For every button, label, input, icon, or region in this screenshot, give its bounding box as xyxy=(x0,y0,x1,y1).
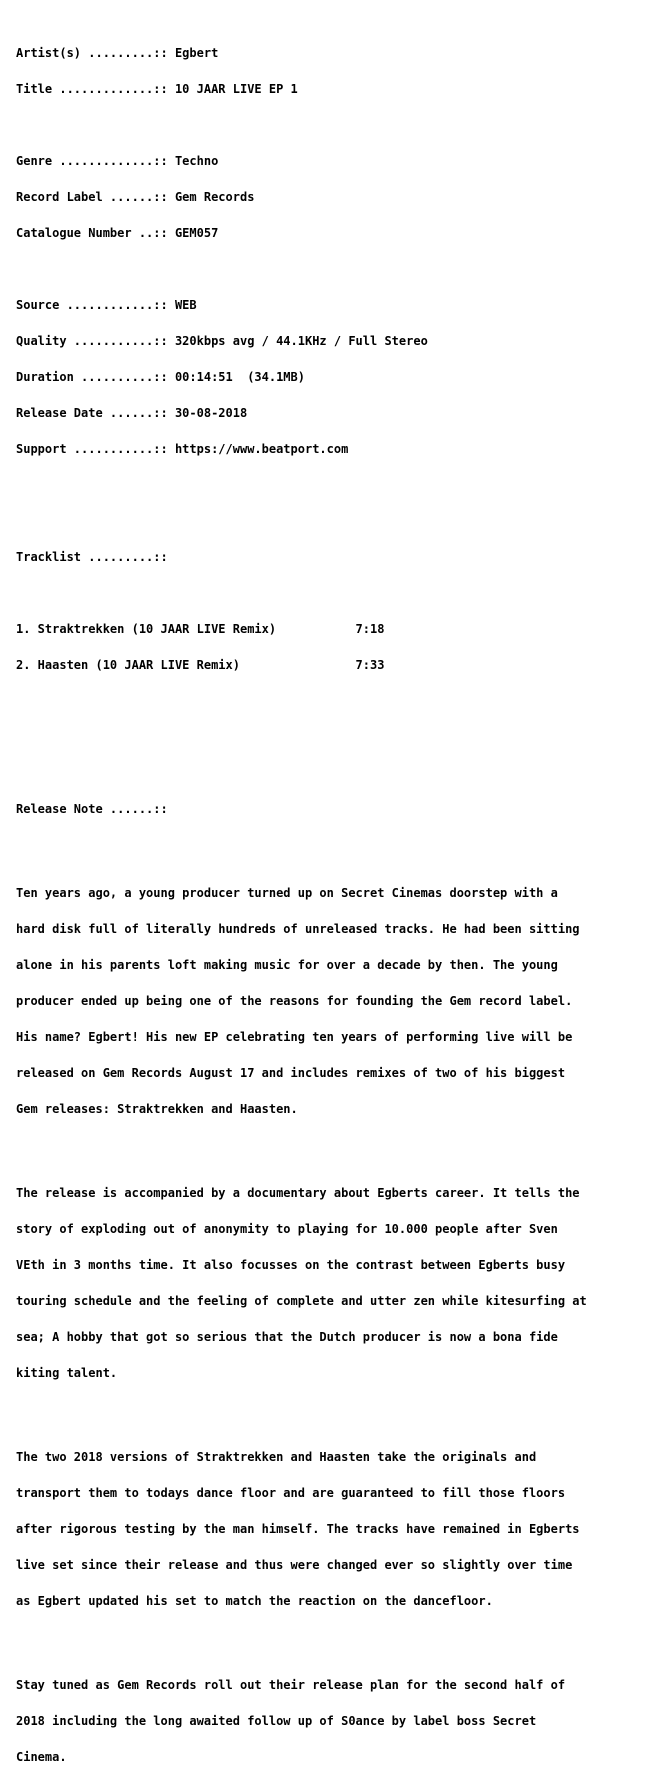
catalogue-number-line: Catalogue Number ..:: GEM057 xyxy=(16,226,219,240)
release-info-document xyxy=(16,23,652,1775)
tracklist-heading: Tracklist .........:: xyxy=(16,550,168,564)
spacer xyxy=(16,1403,652,1415)
release-date-line: Release Date ......:: 30-08-2018 xyxy=(16,406,248,420)
genre-line: Genre .............:: Techno xyxy=(16,154,219,168)
spacer xyxy=(16,1139,652,1151)
release-note-line: 2018 including the long awaited follow up of S0ance by label boss Secret xyxy=(16,1714,537,1728)
release-note-line: after rigorous testing by the man himself. The tracks have remained in Egberts xyxy=(16,1522,580,1536)
spacer xyxy=(16,1631,652,1643)
release-note-line: as Egbert updated his set to match the reaction on the dancefloor. xyxy=(16,1594,493,1608)
quality-line: Quality ...........:: 320kbps avg / 44.1KHz / Full Stereo xyxy=(16,334,428,348)
release-note-line: producer ended up being one of the reasons for founding the Gem record label. xyxy=(16,994,573,1008)
release-note-line: The release is accompanied by a documentary about Egberts career. It tells the xyxy=(16,1186,580,1200)
spacer xyxy=(16,587,652,599)
release-note-line: live set since their release and thus were changed ever so slightly over time xyxy=(16,1558,573,1572)
release-note-line: Cinema. xyxy=(16,1750,67,1764)
record-label-line: Record Label ......:: Gem Records xyxy=(16,190,255,204)
spacer xyxy=(16,767,652,779)
release-note-line: alone in his parents loft making music for over a decade by then. The young xyxy=(16,958,558,972)
spacer xyxy=(16,731,652,743)
release-note-line: Stay tuned as Gem Records roll out their release plan for the second half of xyxy=(16,1678,566,1692)
support-line: Support ...........:: https://www.beatport.com xyxy=(16,442,349,456)
release-note-line: Ten years ago, a young producer turned up on Secret Cinemas doorstep with a xyxy=(16,886,558,900)
release-note-line: His name? Egbert! His new EP celebrating ten years of performing live will be xyxy=(16,1030,573,1044)
artist-line: Artist(s) .........:: Egbert xyxy=(16,46,219,60)
spacer xyxy=(16,119,652,131)
spacer xyxy=(16,263,652,275)
duration-line: Duration ..........:: 00:14:51 (34.1MB) xyxy=(16,370,305,384)
spacer xyxy=(16,479,652,491)
spacer xyxy=(16,695,652,707)
release-note-line: kiting talent. xyxy=(16,1366,118,1380)
release-note-line: touring schedule and the feeling of complete and utter zen while kitesurfing at xyxy=(16,1294,587,1308)
release-note-line: story of exploding out of anonymity to playing for 10.000 people after Sven xyxy=(16,1222,558,1236)
release-note-line: hard disk full of literally hundreds of unreleased tracks. He had been sitting xyxy=(16,922,580,936)
spacer xyxy=(16,515,652,527)
release-note-line: transport them to todays dance floor and are guaranteed to fill those floors xyxy=(16,1486,566,1500)
release-note-line: released on Gem Records August 17 and includes remixes of two of his biggest xyxy=(16,1066,566,1080)
release-note-line: VEth in 3 months time. It also focusses on the contrast between Egberts busy xyxy=(16,1258,566,1272)
release-note-heading: Release Note ......:: xyxy=(16,802,168,816)
track-item: 2. Haasten (10 JAAR LIVE Remix) 7:33 xyxy=(16,658,385,672)
release-note-line: The two 2018 versions of Straktrekken and Haasten take the originals and xyxy=(16,1450,537,1464)
release-note-line: Gem releases: Straktrekken and Haasten. xyxy=(16,1102,298,1116)
source-line: Source ............:: WEB xyxy=(16,298,197,312)
title-line: Title .............:: 10 JAAR LIVE EP 1 xyxy=(16,82,298,96)
release-note-line: sea; A hobby that got so serious that the Dutch producer is now a bona fide xyxy=(16,1330,558,1344)
track-item: 1. Straktrekken (10 JAAR LIVE Remix) 7:18 xyxy=(16,622,385,636)
spacer xyxy=(16,839,652,851)
